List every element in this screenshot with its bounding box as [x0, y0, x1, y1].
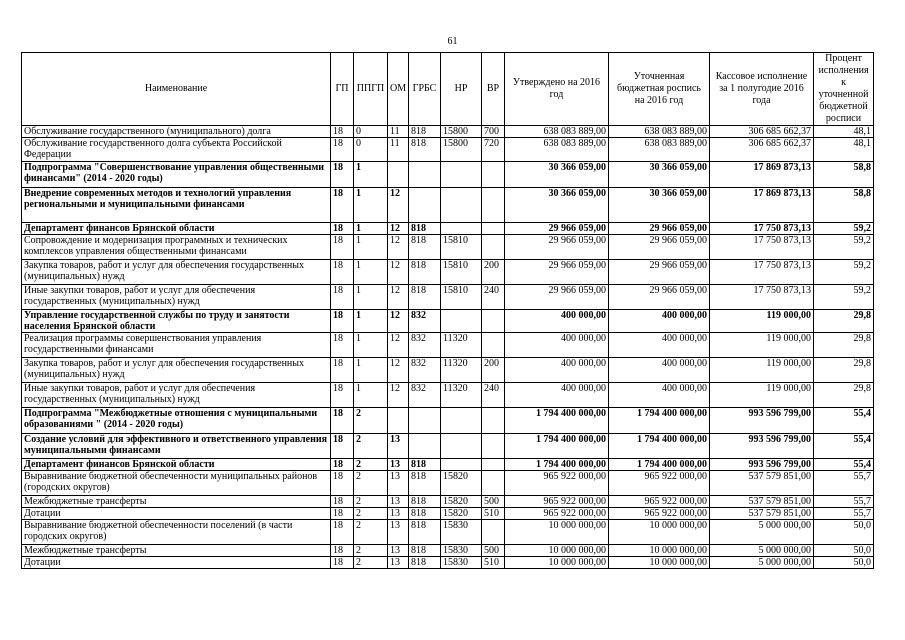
table-cell-ppgp: 2: [354, 508, 388, 520]
table-cell-grbs: 818: [409, 471, 441, 496]
table-cell-vr: [482, 162, 505, 188]
table-cell-ppgp: 1: [354, 310, 388, 333]
header-om: ОМ: [388, 53, 409, 126]
table-cell-om: 13: [388, 434, 409, 459]
table-cell-percent: 55,7: [814, 496, 874, 508]
table-cell-vr: 510: [482, 508, 505, 520]
table-cell-approved: 400 000,00: [505, 383, 609, 408]
table-cell-vr: [482, 520, 505, 545]
table-cell-name: Обслуживание государственного долга субъекта Российской Федерации: [22, 138, 331, 162]
header-approved: Утверждено на 2016 год: [505, 53, 609, 126]
table-cell-ppgp: 1: [354, 333, 388, 358]
table-cell-grbs: 832: [409, 333, 441, 358]
table-row: [22, 508, 874, 520]
table-cell-cash: 537 579 851,00: [710, 508, 814, 520]
table-cell-cash: 993 596 799,00: [710, 459, 814, 471]
table-cell-np: [441, 223, 482, 235]
table-cell-cash: 5 000 000,00: [710, 557, 814, 569]
table-cell-vr: 200: [482, 358, 505, 383]
table-cell-approved: 29 966 059,00: [505, 223, 609, 235]
table-cell-om: [388, 162, 409, 188]
header-np: НР: [441, 53, 482, 126]
table-cell-name: Управление государственной службы по труду и занятости населения Брянской области: [22, 310, 331, 333]
table-row: [22, 408, 874, 434]
table-cell-approved: 29 966 059,00: [505, 235, 609, 260]
table-cell-approved: 29 966 059,00: [505, 285, 609, 310]
table-cell-cash: 17 750 873,13: [710, 260, 814, 285]
table-cell-name: Сопровождение и модернизация программных и технических комплексов управления общественными финансами: [22, 235, 331, 260]
table-cell-percent: 29,8: [814, 333, 874, 358]
table-cell-np: [441, 434, 482, 459]
table-cell-ppgp: 2: [354, 520, 388, 545]
table-cell-refined: 10 000 000,00: [609, 545, 710, 557]
table-cell-gp: 18: [331, 471, 354, 496]
table-cell-percent: 48,1: [814, 138, 874, 162]
table-cell-name: Обслуживание государственного (муниципального) долга: [22, 126, 331, 138]
table-cell-cash: 993 596 799,00: [710, 434, 814, 459]
table-cell-percent: 29,8: [814, 383, 874, 408]
table-cell-cash: 306 685 662,37: [710, 126, 814, 138]
table-cell-refined: 29 966 059,00: [609, 235, 710, 260]
table-cell-gp: 18: [331, 260, 354, 285]
table-cell-ppgp: 2: [354, 434, 388, 459]
table-cell-om: [388, 408, 409, 434]
header-vr: ВР: [482, 53, 505, 126]
table-cell-cash: 537 579 851,00: [710, 496, 814, 508]
table-cell-cash: 17 869 873,13: [710, 188, 814, 223]
table-cell-name: Выравнивание бюджетной обеспеченности муниципальных районов (городских округов): [22, 471, 331, 496]
table-row: [22, 434, 874, 459]
table-cell-np: [441, 188, 482, 223]
table-cell-percent: 55,7: [814, 471, 874, 496]
table-cell-cash: 119 000,00: [710, 310, 814, 333]
table-cell-cash: 306 685 662,37: [710, 138, 814, 162]
table-cell-refined: 29 966 059,00: [609, 285, 710, 310]
table-cell-gp: 18: [331, 434, 354, 459]
table-cell-gp: 18: [331, 333, 354, 358]
table-cell-ppgp: 2: [354, 545, 388, 557]
table-body: [22, 126, 874, 569]
table-cell-name: Межбюджетные трансферты: [22, 545, 331, 557]
table-cell-np: [441, 162, 482, 188]
table-cell-grbs: 818: [409, 126, 441, 138]
table-cell-percent: 50,0: [814, 520, 874, 545]
table-cell-grbs: 818: [409, 508, 441, 520]
table-cell-np: 15810: [441, 260, 482, 285]
table-cell-ppgp: 1: [354, 358, 388, 383]
table-cell-cash: 5 000 000,00: [710, 545, 814, 557]
table-cell-percent: 50,0: [814, 557, 874, 569]
table-cell-om: 12: [388, 223, 409, 235]
table-cell-refined: 10 000 000,00: [609, 520, 710, 545]
table-cell-name: Закупка товаров, работ и услуг для обеспечения государственных (муниципальных) нужд: [22, 260, 331, 285]
table-cell-np: 15810: [441, 285, 482, 310]
table-cell-percent: 29,8: [814, 310, 874, 333]
table-cell-ppgp: 1: [354, 223, 388, 235]
table-cell-name: Подпрограмма "Совершенствование управления общественными финансами" (2014 - 2020 годы): [22, 162, 331, 188]
table-cell-gp: 18: [331, 508, 354, 520]
table-cell-approved: 400 000,00: [505, 358, 609, 383]
table-cell-gp: 18: [331, 358, 354, 383]
table-row: [22, 162, 874, 188]
table-cell-name: Дотации: [22, 557, 331, 569]
table-cell-om: 11: [388, 138, 409, 162]
table-cell-om: 13: [388, 545, 409, 557]
table-cell-percent: 55,4: [814, 434, 874, 459]
table-cell-refined: 400 000,00: [609, 383, 710, 408]
table-row: [22, 260, 874, 285]
table-row: [22, 545, 874, 557]
table-cell-refined: 638 083 889,00: [609, 126, 710, 138]
table-cell-grbs: 832: [409, 358, 441, 383]
header-grbs: ГРБС: [409, 53, 441, 126]
table-cell-gp: 18: [331, 223, 354, 235]
table-cell-refined: 30 366 059,00: [609, 162, 710, 188]
table-cell-om: 12: [388, 310, 409, 333]
table-row: [22, 383, 874, 408]
table-row: [22, 223, 874, 235]
table-cell-name: Выравнивание бюджетной обеспеченности поселений (в части городских округов): [22, 520, 331, 545]
table-cell-ppgp: 0: [354, 138, 388, 162]
header-cash: Кассовое исполнение за 1 полугодие 2016 года: [710, 53, 814, 126]
page-number: 61: [447, 36, 458, 47]
header-ppgp: ППГП: [354, 53, 388, 126]
table-cell-np: 15830: [441, 557, 482, 569]
table-cell-np: 15830: [441, 520, 482, 545]
table-cell-percent: 58,8: [814, 162, 874, 188]
table-cell-vr: [482, 434, 505, 459]
table-cell-approved: 30 366 059,00: [505, 188, 609, 223]
table-cell-name: Департамент финансов Брянской области: [22, 459, 331, 471]
table-cell-approved: 400 000,00: [505, 310, 609, 333]
table-cell-approved: 400 000,00: [505, 333, 609, 358]
table-cell-np: 15830: [441, 545, 482, 557]
table-cell-grbs: 832: [409, 383, 441, 408]
table-row: [22, 285, 874, 310]
table-cell-vr: 240: [482, 383, 505, 408]
table-cell-gp: 18: [331, 162, 354, 188]
table-cell-grbs: 818: [409, 260, 441, 285]
table-row: [22, 138, 874, 162]
table-cell-percent: 29,8: [814, 358, 874, 383]
table-cell-om: 12: [388, 358, 409, 383]
table-cell-om: 13: [388, 520, 409, 545]
table-cell-np: 11320: [441, 333, 482, 358]
table-cell-percent: 55,4: [814, 459, 874, 471]
table-cell-om: 12: [388, 333, 409, 358]
header-gp: ГП: [331, 53, 354, 126]
table-cell-ppgp: 0: [354, 126, 388, 138]
table-cell-cash: 5 000 000,00: [710, 520, 814, 545]
table-cell-ppgp: 1: [354, 260, 388, 285]
table-cell-ppgp: 2: [354, 459, 388, 471]
table-row: [22, 126, 874, 138]
table-cell-refined: 400 000,00: [609, 358, 710, 383]
table-cell-grbs: [409, 408, 441, 434]
table-cell-name: Иные закупки товаров, работ и услуг для обеспечения государственных (муниципальных) нужд: [22, 285, 331, 310]
table-cell-grbs: 818: [409, 496, 441, 508]
table-cell-gp: 18: [331, 557, 354, 569]
table-cell-refined: 965 922 000,00: [609, 496, 710, 508]
table-cell-approved: 1 794 400 000,00: [505, 434, 609, 459]
table-row: [22, 557, 874, 569]
table-cell-vr: 200: [482, 260, 505, 285]
budget-table: [21, 52, 874, 569]
table-cell-name: Департамент финансов Брянской области: [22, 223, 331, 235]
table-cell-gp: 18: [331, 188, 354, 223]
table-row: [22, 235, 874, 260]
table-cell-vr: [482, 188, 505, 223]
table-cell-ppgp: 2: [354, 408, 388, 434]
table-cell-grbs: 818: [409, 235, 441, 260]
table-cell-np: 15820: [441, 508, 482, 520]
table-cell-np: 11320: [441, 383, 482, 408]
table-cell-approved: 10 000 000,00: [505, 545, 609, 557]
table-row: [22, 358, 874, 383]
table-cell-refined: 10 000 000,00: [609, 557, 710, 569]
table-cell-vr: [482, 333, 505, 358]
table-cell-percent: 50,0: [814, 545, 874, 557]
table-cell-grbs: 832: [409, 310, 441, 333]
table-cell-grbs: [409, 188, 441, 223]
table-cell-gp: 18: [331, 496, 354, 508]
table-row: [22, 333, 874, 358]
table-cell-grbs: 818: [409, 285, 441, 310]
table-cell-grbs: 818: [409, 545, 441, 557]
table-cell-np: 11320: [441, 358, 482, 383]
table-cell-refined: 965 922 000,00: [609, 508, 710, 520]
table-cell-vr: [482, 471, 505, 496]
table-cell-vr: [482, 459, 505, 471]
table-cell-cash: 119 000,00: [710, 383, 814, 408]
table-header: [22, 53, 874, 126]
table-cell-refined: 1 794 400 000,00: [609, 408, 710, 434]
table-cell-percent: 55,4: [814, 408, 874, 434]
table-row: [22, 496, 874, 508]
table-cell-gp: 18: [331, 126, 354, 138]
table-cell-ppgp: 1: [354, 285, 388, 310]
table-cell-om: 13: [388, 459, 409, 471]
table-cell-cash: 17 750 873,13: [710, 235, 814, 260]
table-cell-ppgp: 1: [354, 235, 388, 260]
table-cell-ppgp: 1: [354, 383, 388, 408]
table-cell-ppgp: 2: [354, 496, 388, 508]
table-cell-om: 11: [388, 126, 409, 138]
table-cell-vr: 240: [482, 285, 505, 310]
table-cell-name: Создание условий для эффективного и ответственного управления муниципальными финансами: [22, 434, 331, 459]
table-cell-gp: 18: [331, 310, 354, 333]
table-cell-vr: 720: [482, 138, 505, 162]
table-cell-gp: 18: [331, 408, 354, 434]
table-cell-cash: 17 750 873,13: [710, 285, 814, 310]
table-cell-om: 12: [388, 260, 409, 285]
table-cell-gp: 18: [331, 285, 354, 310]
table-cell-approved: 10 000 000,00: [505, 520, 609, 545]
table-cell-vr: [482, 235, 505, 260]
table-cell-grbs: 818: [409, 459, 441, 471]
table-cell-vr: 500: [482, 496, 505, 508]
table-cell-cash: 17 750 873,13: [710, 223, 814, 235]
table-row: [22, 471, 874, 496]
table-cell-refined: 400 000,00: [609, 333, 710, 358]
header-name: Наименование: [22, 53, 331, 126]
table-cell-refined: 29 966 059,00: [609, 223, 710, 235]
table-cell-percent: 55,7: [814, 508, 874, 520]
table-cell-vr: [482, 223, 505, 235]
table-cell-np: 15820: [441, 471, 482, 496]
table-cell-om: 13: [388, 508, 409, 520]
table-cell-name: Закупка товаров, работ и услуг для обеспечения государственных (муниципальных) нужд: [22, 358, 331, 383]
table-cell-ppgp: 2: [354, 471, 388, 496]
table-row: [22, 459, 874, 471]
table-row: [22, 520, 874, 545]
table-cell-np: 15810: [441, 235, 482, 260]
table-cell-om: 13: [388, 557, 409, 569]
table-cell-approved: 10 000 000,00: [505, 557, 609, 569]
table-cell-cash: 993 596 799,00: [710, 408, 814, 434]
table-cell-om: 13: [388, 471, 409, 496]
table-cell-approved: 965 922 000,00: [505, 508, 609, 520]
table-cell-vr: [482, 408, 505, 434]
table-cell-np: [441, 459, 482, 471]
table-cell-om: 12: [388, 235, 409, 260]
table-cell-approved: 1 794 400 000,00: [505, 459, 609, 471]
table-cell-cash: 17 869 873,13: [710, 162, 814, 188]
table-cell-percent: 59,2: [814, 285, 874, 310]
table-row: [22, 188, 874, 223]
table-cell-vr: 500: [482, 545, 505, 557]
table-cell-refined: 638 083 889,00: [609, 138, 710, 162]
table-cell-percent: 59,2: [814, 260, 874, 285]
table-cell-gp: 18: [331, 235, 354, 260]
table-cell-np: 15820: [441, 496, 482, 508]
table-cell-grbs: [409, 162, 441, 188]
table-cell-ppgp: 2: [354, 557, 388, 569]
table-cell-name: Межбюджетные трансферты: [22, 496, 331, 508]
table-cell-approved: 1 794 400 000,00: [505, 408, 609, 434]
table-cell-vr: 510: [482, 557, 505, 569]
table-cell-name: Подпрограмма "Межбюджетные отношения с муниципальными образованиями " (2014 - 2020 годы): [22, 408, 331, 434]
table-cell-np: [441, 408, 482, 434]
table-cell-percent: 59,2: [814, 235, 874, 260]
table-cell-gp: 18: [331, 459, 354, 471]
table-row: [22, 310, 874, 333]
table-cell-name: Иные закупки товаров, работ и услуг для обеспечения государственных (муниципальных) нужд: [22, 383, 331, 408]
table-cell-np: [441, 310, 482, 333]
table-cell-approved: 30 366 059,00: [505, 162, 609, 188]
table-cell-approved: 965 922 000,00: [505, 471, 609, 496]
table-cell-grbs: 818: [409, 138, 441, 162]
table-cell-cash: 119 000,00: [710, 333, 814, 358]
table-cell-grbs: [409, 434, 441, 459]
table-cell-approved: 29 966 059,00: [505, 260, 609, 285]
table-cell-om: 12: [388, 383, 409, 408]
table-cell-refined: 1 794 400 000,00: [609, 434, 710, 459]
table-cell-ppgp: 1: [354, 162, 388, 188]
table-cell-gp: 18: [331, 520, 354, 545]
table-cell-percent: 59,2: [814, 223, 874, 235]
table-cell-gp: 18: [331, 545, 354, 557]
table-cell-approved: 638 083 889,00: [505, 126, 609, 138]
table-cell-grbs: 818: [409, 557, 441, 569]
header-percent: Процент исполнения к уточненной бюджетной росписи: [814, 53, 874, 126]
table-cell-gp: 18: [331, 383, 354, 408]
table-cell-approved: 638 083 889,00: [505, 138, 609, 162]
table-cell-gp: 18: [331, 138, 354, 162]
table-cell-om: 13: [388, 496, 409, 508]
table-cell-vr: 700: [482, 126, 505, 138]
table-cell-om: 12: [388, 285, 409, 310]
table-cell-om: 12: [388, 188, 409, 223]
table-cell-percent: 58,8: [814, 188, 874, 223]
table-cell-name: Дотации: [22, 508, 331, 520]
table-cell-ppgp: 1: [354, 188, 388, 223]
table-cell-name: Внедрение современных методов и технологий управления региональными и муниципальными финансами: [22, 188, 331, 223]
table-cell-refined: 400 000,00: [609, 310, 710, 333]
header-refined: Уточненная бюджетная роспись на 2016 год: [609, 53, 710, 126]
table-cell-name: Реализация программы совершенствования управления государственными финансами: [22, 333, 331, 358]
table-cell-cash: 537 579 851,00: [710, 471, 814, 496]
table-cell-approved: 965 922 000,00: [505, 496, 609, 508]
table-cell-refined: 29 966 059,00: [609, 260, 710, 285]
table-cell-grbs: 818: [409, 223, 441, 235]
table-cell-np: 15800: [441, 126, 482, 138]
table-cell-refined: 30 366 059,00: [609, 188, 710, 223]
table-cell-vr: [482, 310, 505, 333]
table-cell-refined: 965 922 000,00: [609, 471, 710, 496]
table-cell-grbs: 818: [409, 520, 441, 545]
table-cell-refined: 1 794 400 000,00: [609, 459, 710, 471]
table-cell-percent: 48,1: [814, 126, 874, 138]
table-cell-cash: 119 000,00: [710, 358, 814, 383]
table-cell-np: 15800: [441, 138, 482, 162]
